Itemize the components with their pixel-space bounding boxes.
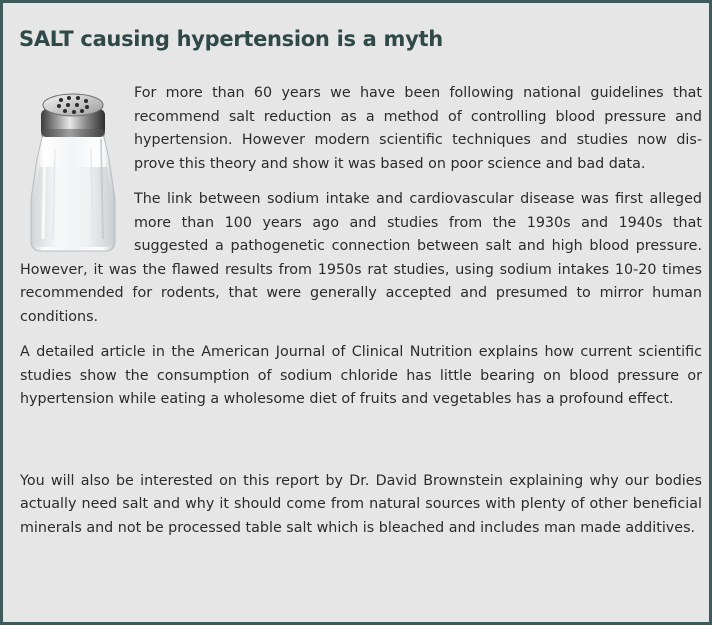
paragraph-1: For more than 60 years we have been following national guidelines that recommend salt reduction as a method of controlling blood pressure and hypertension. However modern scientific techniques and studies now dis-prove this theory and show it was based on poor science and bad data. [134,85,702,172]
paragraph-2: The link between sodium intake and cardiovascular disease was first alleged more than 100 years ago and studies from the 1930s and 1940s that suggested a pathogenetic connection between salt and high blood pressure. However, it was the flawed results from 1950s rat studies, using sodium intakes 10-20 times recommended for rodents, that were generally accepted and presumed to mirror human conditions. [20,191,702,325]
article-title: SALT causing hypertension is a myth [19,27,443,51]
image-float-spacer [20,82,134,240]
paragraph-3: A detailed article in the American Journal of Clinical Nutrition explains how current scientific studies show the consumption of sodium chloride has little bearing on blood pressure or hypertension while eating a wholesome diet of fruits and vegetables has a profound effect. [20,344,702,407]
paragraph-4: You will also be interested on this report by Dr. David Brownstein explaining why our bodies actually need salt and why it should come from natural sources with plenty of other beneficial minerals and not be processed table salt which is bleached and includes man made additives. [20,472,702,536]
article-body [20,82,702,552]
